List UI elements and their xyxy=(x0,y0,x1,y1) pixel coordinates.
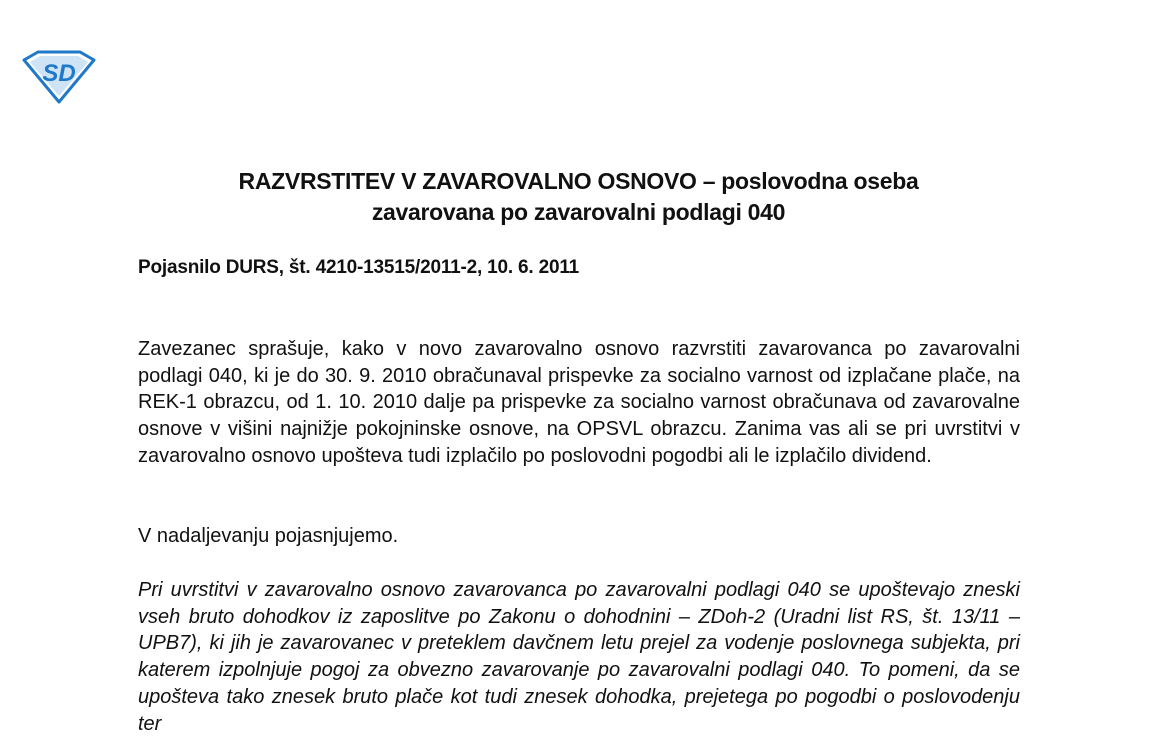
svg-text:SD: SD xyxy=(42,60,76,87)
paragraph-intro: V nadaljevanju pojasnjujemo. xyxy=(138,525,399,547)
document-title xyxy=(120,166,1037,228)
company-logo xyxy=(22,50,96,104)
paragraph-question: Zavezanec sprašuje, kako v novo zavarovalno osnovo razvrstiti zavarovanca po zavarovalni podlagi 040, ki je do 30. 9. 2010 obračunaval prispevke za socialno varnost od izplačane plače, na REK-1 obrazcu, od 1. 10. 2010 dalje pa prispevke za socialno varnost obračunava od zavarovalne osnove v višini najnižje pokojninske osnove, na OPSVL obrazcu. Zanima vas ali se pri uvrstitvi v zavarovalno osnovo upošteva tudi izplačilo po poslovodni pogodbi ali le izplačilo dividend. xyxy=(138,338,1020,467)
sd-shield-logo-icon xyxy=(22,50,96,104)
title-line-1: RAZVRSTITEV V ZAVAROVALNO OSNOVO – poslovodna oseba xyxy=(238,168,919,194)
paragraph-answer: Pri uvrstitvi v zavarovalno osnovo zavarovanca po zavarovalni podlagi 040 se upoštevajo zneski vseh bruto dohodkov iz zaposlitve po Zakonu o dohodnini – ZDoh-2 (Uradni list RS, št. 13/11 – UPB7), ki jih je zavarovanec v preteklem davčnem letu prejel za vodenje poslovnega subjekta, pri katerem izpolnjuje pogoj za obvezno zavarovanje po zavarovalni podlagi 040. To pomeni, da se upošteva tako znesek bruto plače kot tudi znesek dohodka, prejetega po pogodbi o poslovodenju ter xyxy=(138,579,1020,735)
document-subtitle: Pojasnilo DURS, št. 4210-13515/2011-2, 10. 6. 2011 xyxy=(138,257,579,278)
title-line-2: zavarovana po zavarovalni podlagi 040 xyxy=(371,199,786,225)
